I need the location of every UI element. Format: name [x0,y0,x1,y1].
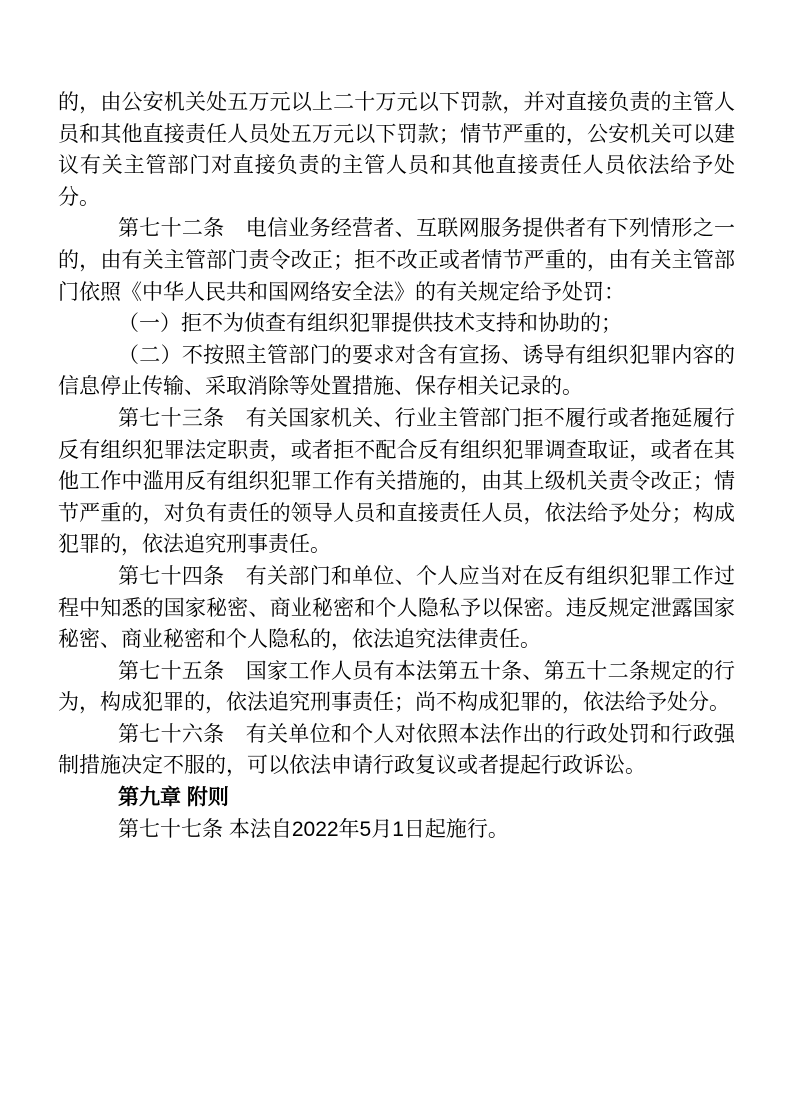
chapter-9-heading: 第九章 附则 [118,786,229,810]
article-77-paragraph: 第七十七条 本法自2022年5月1日起施行。 [118,817,509,841]
continuation-paragraph: 的，由公安机关处五万元以上二十万元以下罚款，并对直接负责的主管人员和其他直接责任人员处五万元以下罚款；情节严重的，公安机关可以建议有关主管部门对直接负责的主管人员和其他直接责任人员依法给予处分。 [58,91,735,209]
article-73-paragraph: 第七十三条 有关国家机关、行业主管部门拒不履行或者拖延履行反有组织犯罪法定职责，或者拒不配合反有组织犯罪调查取证，或者在其他工作中滥用反有组织犯罪工作有关措施的，由其上级机关责令改正；情节严重的，对负有责任的领导人员和直接责任人员，依法给予处分；构成犯罪的，依法追究刑事责任。 [58,406,735,557]
article-76-paragraph: 第七十六条 有关单位和个人对依照本法作出的行政处罚和行政强制措施决定不服的，可以依法申请行政复议或者提起行政诉讼。 [58,722,735,778]
document-body [58,87,735,845]
article-72-item-2: （二）不按照主管部门的要求对含有宣扬、诱导有组织犯罪内容的信息停止传输、采取消除等处置措施、保存相关记录的。 [58,343,735,399]
article-72-paragraph: 第七十二条 电信业务经营者、互联网服务提供者有下列情形之一的，由有关主管部门责令改正；拒不改正或者情节严重的，由有关主管部门依照《中华人民共和国网络安全法》的有关规定给予处罚： [58,217,735,304]
article-72-item-1: （一）拒不为侦查有组织犯罪提供技术支持和协助的； [118,312,622,336]
article-75-paragraph: 第七十五条 国家工作人员有本法第五十条、第五十二条规定的行为，构成犯罪的，依法追究刑事责任；尚不构成犯罪的，依法给予处分。 [58,659,735,715]
article-74-paragraph: 第七十四条 有关部门和单位、个人应当对在反有组织犯罪工作过程中知悉的国家秘密、商业秘密和个人隐私予以保密。违反规定泄露国家秘密、商业秘密和个人隐私的，依法追究法律责任。 [58,564,735,652]
